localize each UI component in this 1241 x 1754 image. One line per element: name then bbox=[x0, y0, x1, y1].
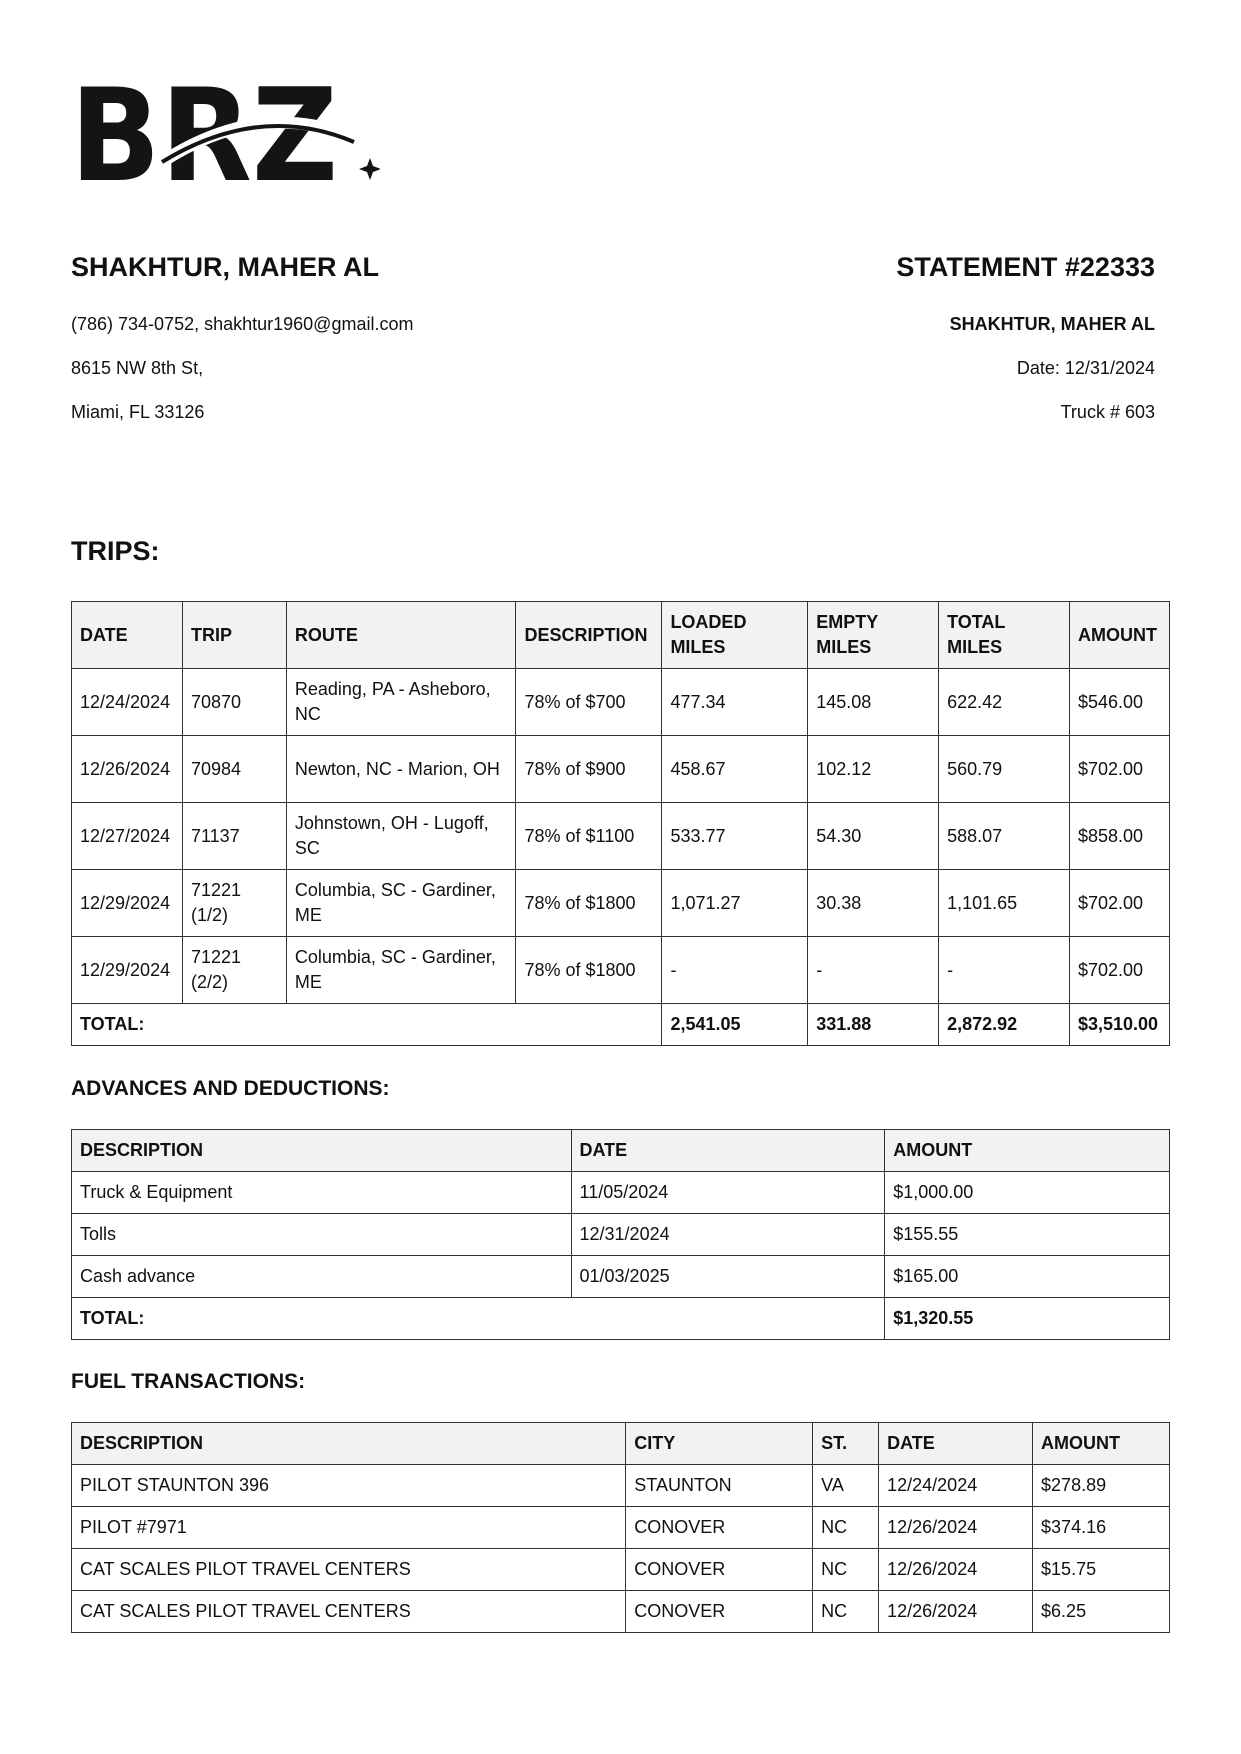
column-header: AMOUNT bbox=[1069, 602, 1169, 669]
table-cell: 01/03/2025 bbox=[571, 1256, 885, 1298]
driver-contact: (786) 734-0752, shakhtur1960@gmail.com bbox=[71, 314, 414, 334]
table-cell: $15.75 bbox=[1033, 1549, 1170, 1591]
table-cell: 78% of $1100 bbox=[516, 803, 662, 870]
statement-number-heading: STATEMENT #22333 bbox=[896, 252, 1155, 282]
trips-title: TRIPS: bbox=[71, 536, 160, 566]
table-cell: 70984 bbox=[182, 736, 286, 803]
table-row bbox=[72, 1465, 1170, 1507]
table-cell: 12/27/2024 bbox=[72, 803, 183, 870]
table-cell: CAT SCALES PILOT TRAVEL CENTERS bbox=[72, 1549, 626, 1591]
column-header: TOTAL MILES bbox=[939, 602, 1070, 669]
table-cell: $1,000.00 bbox=[885, 1172, 1170, 1214]
table-cell: $165.00 bbox=[885, 1256, 1170, 1298]
table-cell: 1,101.65 bbox=[939, 870, 1070, 937]
deductions-title: ADVANCES AND DEDUCTIONS: bbox=[71, 1077, 390, 1100]
table-cell: 477.34 bbox=[662, 669, 808, 736]
trips-header-row bbox=[72, 602, 1170, 669]
table-cell: 102.12 bbox=[808, 736, 939, 803]
total-loaded-miles: 2,541.05 bbox=[662, 1004, 808, 1046]
table-cell: Columbia, SC - Gardiner, ME bbox=[286, 937, 516, 1004]
table-cell: 588.07 bbox=[939, 803, 1070, 870]
trips-table bbox=[71, 601, 1170, 1046]
table-cell: 12/31/2024 bbox=[571, 1214, 885, 1256]
table-row bbox=[72, 870, 1170, 937]
table-cell: Tolls bbox=[72, 1214, 572, 1256]
total-label: TOTAL: bbox=[72, 1004, 662, 1046]
total-label: TOTAL: bbox=[72, 1298, 885, 1340]
table-cell: $702.00 bbox=[1069, 870, 1169, 937]
table-cell: $374.16 bbox=[1033, 1507, 1170, 1549]
table-row bbox=[72, 1549, 1170, 1591]
table-cell: NC bbox=[813, 1549, 879, 1591]
table-cell: 12/26/2024 bbox=[72, 736, 183, 803]
table-cell: NC bbox=[813, 1507, 879, 1549]
table-cell: 78% of $1800 bbox=[516, 937, 662, 1004]
table-cell: Truck & Equipment bbox=[72, 1172, 572, 1214]
table-cell: CONOVER bbox=[626, 1549, 813, 1591]
table-row bbox=[72, 736, 1170, 803]
table-cell: 12/24/2024 bbox=[879, 1465, 1033, 1507]
table-cell: 1,071.27 bbox=[662, 870, 808, 937]
table-cell: CONOVER bbox=[626, 1507, 813, 1549]
svg-text:BRZ: BRZ bbox=[70, 80, 338, 190]
table-cell: $702.00 bbox=[1069, 937, 1169, 1004]
table-cell: 622.42 bbox=[939, 669, 1070, 736]
driver-name-heading: SHAKHTUR, MAHER AL bbox=[71, 252, 379, 282]
total-amount: $1,320.55 bbox=[885, 1298, 1170, 1340]
table-cell: 78% of $700 bbox=[516, 669, 662, 736]
fuel-header-row bbox=[72, 1423, 1170, 1465]
fuel-table bbox=[71, 1422, 1170, 1633]
deductions-table bbox=[71, 1129, 1170, 1340]
table-cell: $278.89 bbox=[1033, 1465, 1170, 1507]
table-cell: $858.00 bbox=[1069, 803, 1169, 870]
table-cell: 145.08 bbox=[808, 669, 939, 736]
table-cell: $546.00 bbox=[1069, 669, 1169, 736]
column-header: ROUTE bbox=[286, 602, 516, 669]
table-cell: $6.25 bbox=[1033, 1591, 1170, 1633]
table-cell: $702.00 bbox=[1069, 736, 1169, 803]
deductions-header-row bbox=[72, 1130, 1170, 1172]
table-cell: 12/29/2024 bbox=[72, 937, 183, 1004]
table-row bbox=[72, 803, 1170, 870]
column-header: DATE bbox=[571, 1130, 885, 1172]
column-header: DESCRIPTION bbox=[72, 1423, 626, 1465]
table-cell: 78% of $900 bbox=[516, 736, 662, 803]
statement-driver-name: SHAKHTUR, MAHER AL bbox=[949, 314, 1155, 334]
table-row bbox=[72, 937, 1170, 1004]
table-row bbox=[72, 669, 1170, 736]
table-cell: 70870 bbox=[182, 669, 286, 736]
table-cell: NC bbox=[813, 1591, 879, 1633]
table-cell: 12/26/2024 bbox=[879, 1549, 1033, 1591]
table-cell: Columbia, SC - Gardiner, ME bbox=[286, 870, 516, 937]
table-cell: Cash advance bbox=[72, 1256, 572, 1298]
trips-total-row bbox=[72, 1004, 1170, 1046]
table-cell: 78% of $1800 bbox=[516, 870, 662, 937]
truck-number: Truck # 603 bbox=[1060, 402, 1155, 422]
table-cell: 12/26/2024 bbox=[879, 1507, 1033, 1549]
driver-address-line2: Miami, FL 33126 bbox=[71, 402, 205, 422]
table-cell: PILOT #7971 bbox=[72, 1507, 626, 1549]
table-row bbox=[72, 1507, 1170, 1549]
table-row bbox=[72, 1256, 1170, 1298]
statement-date: Date: 12/31/2024 bbox=[1016, 358, 1155, 378]
table-cell: - bbox=[662, 937, 808, 1004]
table-cell: 71221 (1/2) bbox=[182, 870, 286, 937]
table-cell: CONOVER bbox=[626, 1591, 813, 1633]
column-header: DESCRIPTION bbox=[516, 602, 662, 669]
table-cell: Johnstown, OH - Lugoff, SC bbox=[286, 803, 516, 870]
table-cell: Newton, NC - Marion, OH bbox=[286, 736, 516, 803]
table-cell: - bbox=[808, 937, 939, 1004]
table-cell: - bbox=[939, 937, 1070, 1004]
column-header: DESCRIPTION bbox=[72, 1130, 572, 1172]
table-cell: 12/29/2024 bbox=[72, 870, 183, 937]
table-cell: VA bbox=[813, 1465, 879, 1507]
table-cell: 533.77 bbox=[662, 803, 808, 870]
column-header: CITY bbox=[626, 1423, 813, 1465]
table-cell: $155.55 bbox=[885, 1214, 1170, 1256]
fuel-title: FUEL TRANSACTIONS: bbox=[71, 1370, 306, 1393]
driver-address-line1: 8615 NW 8th St, bbox=[71, 358, 204, 378]
table-cell: 30.38 bbox=[808, 870, 939, 937]
table-row bbox=[72, 1214, 1170, 1256]
deductions-total-row bbox=[72, 1298, 1170, 1340]
table-cell: 54.30 bbox=[808, 803, 939, 870]
total-miles: 2,872.92 bbox=[939, 1004, 1070, 1046]
table-cell: STAUNTON bbox=[626, 1465, 813, 1507]
table-cell: 71221 (2/2) bbox=[182, 937, 286, 1004]
table-row bbox=[72, 1591, 1170, 1633]
column-header: TRIP bbox=[182, 602, 286, 669]
table-cell: Reading, PA - Asheboro, NC bbox=[286, 669, 516, 736]
table-cell: 458.67 bbox=[662, 736, 808, 803]
table-cell: 560.79 bbox=[939, 736, 1070, 803]
table-cell: 12/26/2024 bbox=[879, 1591, 1033, 1633]
column-header: DATE bbox=[72, 602, 183, 669]
column-header: ST. bbox=[813, 1423, 879, 1465]
table-cell: CAT SCALES PILOT TRAVEL CENTERS bbox=[72, 1591, 626, 1633]
total-empty-miles: 331.88 bbox=[808, 1004, 939, 1046]
table-cell: PILOT STAUNTON 396 bbox=[72, 1465, 626, 1507]
column-header: DATE bbox=[879, 1423, 1033, 1465]
column-header: AMOUNT bbox=[1033, 1423, 1170, 1465]
column-header: LOADED MILES bbox=[662, 602, 808, 669]
brz-logo bbox=[70, 80, 380, 190]
column-header: EMPTY MILES bbox=[808, 602, 939, 669]
column-header: AMOUNT bbox=[885, 1130, 1170, 1172]
table-cell: 71137 bbox=[182, 803, 286, 870]
table-cell: 11/05/2024 bbox=[571, 1172, 885, 1214]
table-row bbox=[72, 1172, 1170, 1214]
table-cell: 12/24/2024 bbox=[72, 669, 183, 736]
total-amount: $3,510.00 bbox=[1069, 1004, 1169, 1046]
